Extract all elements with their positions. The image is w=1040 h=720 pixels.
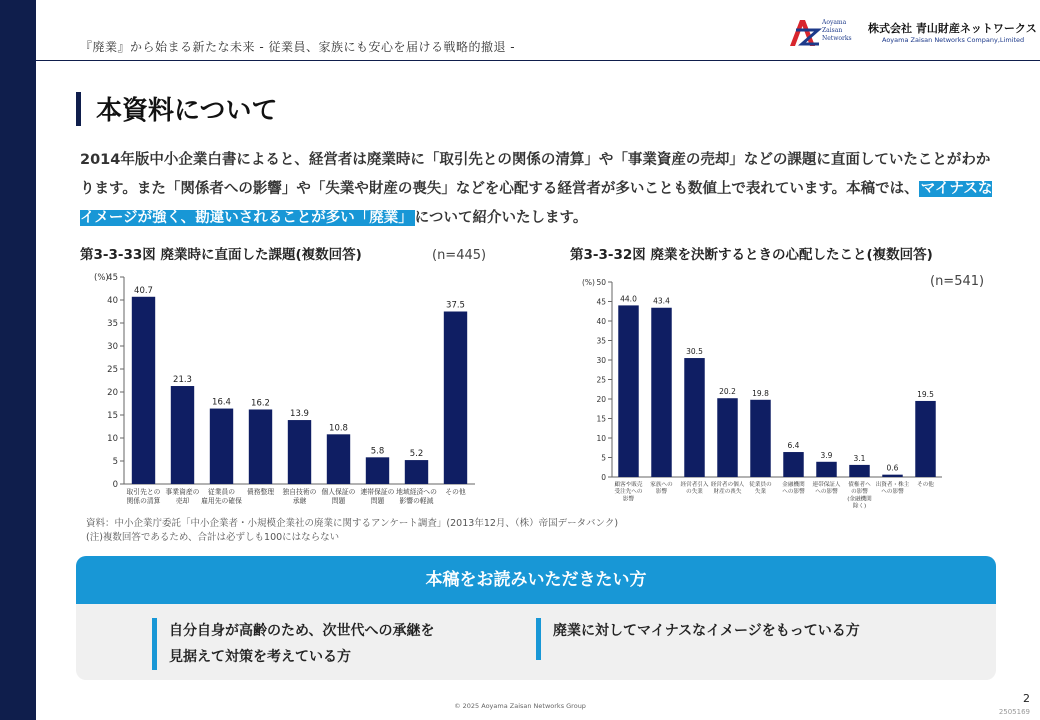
y-tick-label: 20 [107, 388, 118, 398]
note-line: (注)複数回答であるため、合計は必ずしも100にはならない [86, 532, 340, 543]
bar [783, 452, 803, 477]
bar-value-label: 19.8 [752, 388, 769, 398]
az-logo-icon [786, 16, 822, 50]
y-tick-label: 15 [107, 411, 118, 421]
x-category-label: 問題 [370, 497, 385, 505]
source-note [86, 517, 618, 545]
y-tick-label: 20 [596, 395, 606, 404]
chart1-bar-chart [80, 266, 480, 516]
x-category-label: 従業員の [207, 488, 236, 496]
bar [651, 308, 671, 477]
x-category-label: 経営者の個人 [710, 482, 745, 488]
header-divider [36, 60, 1040, 61]
x-category-label: 影響の軽減 [399, 497, 434, 505]
target-readers-box [76, 556, 996, 680]
intro-highlight: マイナスなイメージが強く、勘違いされることが多い「廃業」 [80, 181, 993, 226]
left-accent-bar [0, 0, 36, 720]
source-line: 資料：中小企業庁委託「中小企業者・小規模企業社の廃業に関するアンケート調査」(2013年12月、（株）帝国データバンク) [86, 518, 619, 529]
bar [816, 462, 836, 477]
bar-value-label: 6.4 [787, 441, 800, 451]
x-category-label: 顧客や販売 [614, 482, 643, 488]
y-tick-label: 45 [107, 273, 118, 283]
x-category-label: 経営者引入 [680, 482, 709, 488]
x-category-label: 債権者へ [848, 482, 871, 488]
y-tick-label: 15 [596, 414, 606, 424]
x-category-label: 個人保証の [321, 488, 356, 496]
document-code: 2505169 [998, 708, 1030, 716]
target-readers-heading: 本稿をお読みいただきたい方 [76, 556, 996, 604]
bar [171, 386, 194, 484]
x-category-label: 従業員の [749, 482, 772, 488]
x-category-label: 事業資産の [165, 488, 200, 496]
chart1-title: 第3-3-33図 廃業時に直面した課題(複数回答) [80, 247, 362, 263]
bar-value-label: 19.5 [917, 389, 934, 399]
bar [882, 475, 902, 477]
bar-value-label: 43.4 [653, 296, 670, 306]
bar-value-label: 20.2 [719, 387, 736, 397]
reader-item: 自分自身が高齢のため、次世代への承継を 見据えて対策を考えている方 [152, 618, 434, 670]
x-category-label: 債務整理 [246, 488, 275, 496]
title-accent [76, 92, 81, 126]
y-tick-label: 0 [112, 480, 118, 490]
bar-value-label: 3.1 [853, 453, 866, 463]
company-logo [786, 16, 1037, 50]
bar [849, 465, 869, 477]
header-tagline: 『廃業』から始まる新たな未来 - 従業員、家族にも安心を届ける戦略的撤退 - [80, 40, 516, 54]
bar [288, 420, 311, 484]
x-category-label: 金融機関 [782, 482, 805, 488]
intro-text-end: について紹介いたします。 [414, 210, 588, 226]
bar-value-label: 5.2 [409, 449, 424, 460]
bar [750, 400, 770, 477]
bar-value-label: 3.9 [820, 450, 833, 460]
y-tick-label: 10 [596, 434, 606, 443]
chart1-n: (n=445) [432, 248, 487, 263]
bar [618, 305, 638, 477]
bar [366, 457, 389, 484]
x-category-label: 家族への [650, 482, 673, 488]
chart2-bar-chart [572, 272, 950, 518]
bar [684, 358, 704, 477]
page-title: 本資料について [96, 96, 278, 126]
x-category-label: の失業 [686, 489, 703, 496]
x-category-label: 連帯保証人 [812, 482, 841, 488]
x-category-label: (金融機関 [847, 496, 872, 503]
y-tick-label: 45 [596, 297, 606, 307]
bar [210, 409, 233, 484]
bar-value-label: 30.5 [686, 347, 703, 357]
y-tick-label: 25 [107, 365, 118, 375]
bar [915, 401, 935, 477]
intro-paragraph [80, 146, 1000, 233]
intro-text: 2014年版中小企業白書によると、経営者は廃業時に「取引先との関係の清算」や「事業資産の売却」などの課題に直面していたことがわかります。また「関係者への影響」や「失業や財産の喪失」などを心配する経営者が多いことも数値上で表れています。本稿では、 [80, 152, 991, 197]
x-category-label: 出資者・株主 [875, 482, 910, 488]
bar-value-label: 37.5 [446, 300, 465, 311]
company-name: 株式会社 青山財産ネットワークス [868, 22, 1037, 35]
bar [249, 409, 272, 484]
y-tick-label: 10 [107, 434, 118, 444]
x-category-label: 地域経済への [396, 488, 437, 496]
x-category-label: 連帯保証の [360, 488, 395, 496]
company-name-en: Aoyama Zaisan Networks Company,Limited [882, 36, 1025, 44]
bar-value-label: 5.8 [370, 446, 385, 457]
y-tick-label: 35 [107, 319, 118, 329]
x-category-label: 承継 [292, 497, 307, 505]
y-tick-label: 35 [596, 336, 606, 346]
y-tick-label: 25 [596, 375, 606, 385]
bar-value-label: 21.3 [173, 375, 192, 386]
y-tick-label: 40 [107, 296, 118, 306]
x-category-label: への影響 [881, 489, 904, 496]
y-tick-label: 50 [596, 278, 606, 287]
x-category-label: 独自技術の [282, 488, 317, 496]
x-category-label: 関係の清算 [126, 497, 161, 505]
bar-value-label: 13.9 [290, 409, 309, 420]
x-category-label: その他 [445, 488, 466, 496]
bar [132, 297, 155, 484]
x-category-label: への影響 [782, 489, 805, 496]
y-tick-label: 40 [596, 317, 606, 326]
x-category-label: 財産の喪失 [713, 489, 742, 496]
bar [444, 312, 467, 485]
bar-value-label: 10.8 [329, 423, 348, 434]
x-category-label: の影響 [851, 489, 868, 496]
bar-value-label: 40.7 [134, 285, 153, 296]
x-category-label: 雇用先の確保 [201, 497, 242, 505]
bar-value-label: 16.2 [251, 398, 270, 409]
page-number: 2 [1023, 692, 1030, 705]
x-category-label: 問題 [331, 497, 346, 505]
y-axis-unit: (%) [94, 273, 109, 283]
y-tick-label: 30 [596, 356, 606, 365]
bar-value-label: 44.0 [620, 294, 637, 304]
x-category-label: 影響 [655, 489, 668, 496]
y-axis-unit: (%) [582, 278, 595, 287]
reader-item: 廃業に対してマイナスなイメージをもっている方 [536, 618, 860, 660]
x-category-label: への影響 [815, 489, 838, 496]
copyright: © 2025 Aoyama Zaisan Networks Group [454, 702, 586, 710]
y-tick-label: 5 [601, 453, 606, 463]
x-category-label: 失業 [754, 489, 767, 496]
bar [327, 434, 350, 484]
x-category-label: その他 [917, 482, 934, 488]
x-category-label: 影響 [622, 496, 635, 503]
x-category-label: 売却 [175, 497, 190, 505]
x-category-label: 受注先への [614, 489, 643, 496]
bar [405, 460, 428, 484]
chart2-title: 第3-3-32図 廃業を決断するときの心配したこと(複数回答) [570, 247, 933, 263]
y-tick-label: 5 [112, 457, 118, 467]
chart2-n: (n=541) [930, 274, 985, 289]
x-category-label: 取引先との [126, 488, 161, 496]
y-tick-label: 0 [601, 473, 606, 482]
x-category-label: 除く) [852, 503, 867, 510]
bar-value-label: 16.4 [212, 397, 231, 408]
bar [717, 398, 737, 477]
bar-value-label: 0.6 [886, 463, 899, 473]
y-tick-label: 30 [107, 342, 118, 352]
logo-sub-text: Aoyama Zaisan Networks [822, 19, 852, 42]
